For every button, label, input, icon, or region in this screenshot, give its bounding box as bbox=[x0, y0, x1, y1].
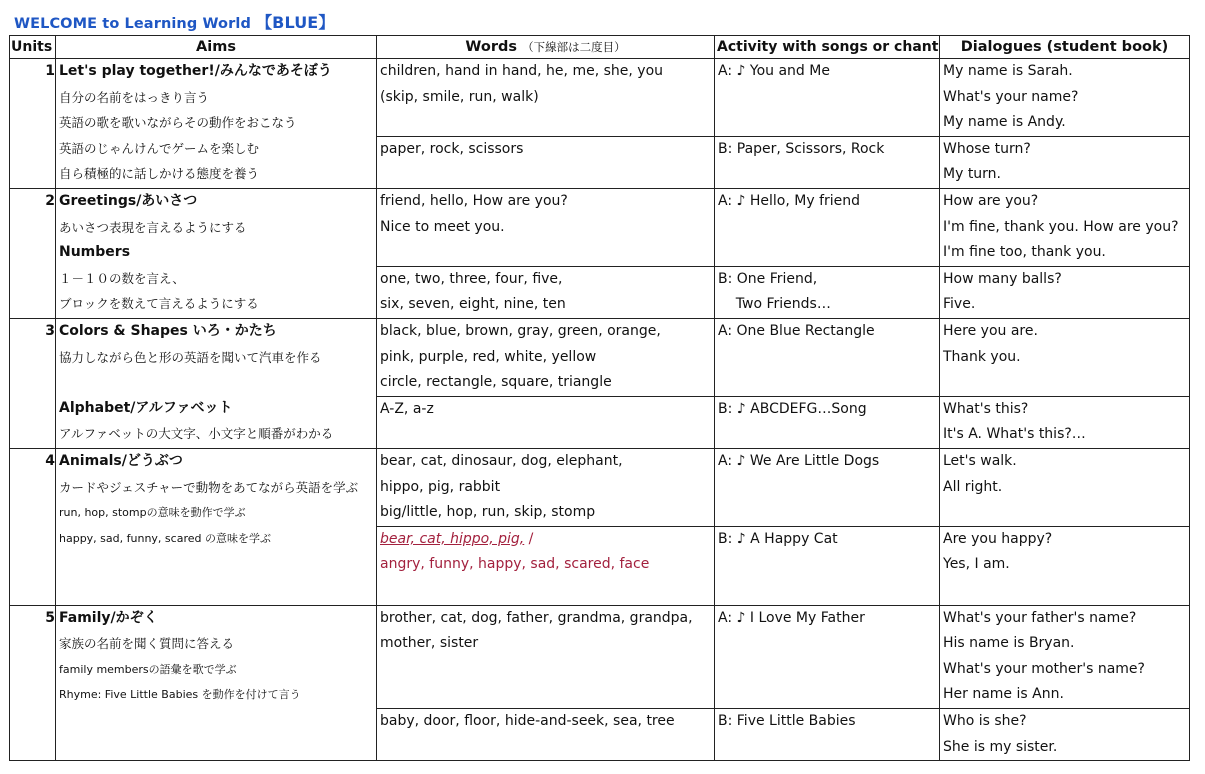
aim-line: １－１０の数を言え、 bbox=[59, 270, 185, 286]
words-line: friend, hello, How are you? bbox=[380, 192, 568, 209]
aim-line: カードやジェスチャーで動物をあてながら英語を学ぶ bbox=[59, 479, 359, 495]
words-line: bear, cat, dinosaur, dog, elephant, bbox=[380, 452, 623, 469]
unit-row-a bbox=[10, 605, 1190, 708]
activity-cell bbox=[715, 396, 940, 448]
words-cell bbox=[377, 318, 715, 396]
aims-cell bbox=[56, 605, 377, 761]
words-line: brother, cat, dog, father, grandma, grandpa, bbox=[380, 609, 693, 626]
aim-line: 英語の歌を歌いながらその動作をおこなう bbox=[59, 115, 297, 131]
aim-line: family membersの語彙を歌で学ぶ bbox=[59, 662, 237, 676]
words-cell bbox=[377, 266, 715, 318]
header-words bbox=[377, 36, 715, 59]
dialogue-line: All right. bbox=[943, 478, 1003, 495]
aim-heading: Animals/どうぶつ bbox=[59, 452, 183, 469]
unit-row-a bbox=[10, 188, 1190, 266]
words-cell bbox=[377, 396, 715, 448]
activity-cell bbox=[715, 318, 940, 396]
dialogue-line: She is my sister. bbox=[943, 738, 1058, 755]
words-line: A-Z, a-z bbox=[380, 400, 434, 417]
words-line: one, two, three, four, five, bbox=[380, 270, 563, 287]
aim-heading: Alphabet/アルファベット bbox=[59, 399, 233, 416]
activity-cell bbox=[715, 526, 940, 605]
dialogue-line: It's A. What's this?… bbox=[943, 426, 1086, 443]
dialogue-line: Thank you. bbox=[943, 348, 1021, 365]
review-words: bear, cat, hippo, pig, bbox=[380, 530, 525, 547]
words-cell bbox=[377, 526, 715, 605]
activity-line: B: ♪ ABCDEFG…Song bbox=[718, 400, 867, 417]
header-dialogues: Dialogues (student book) bbox=[940, 36, 1190, 59]
activity-cell bbox=[715, 709, 940, 761]
words-line: mother, sister bbox=[380, 635, 479, 652]
dialogue-line: What's your name? bbox=[943, 88, 1079, 105]
dialogue-line: Who is she? bbox=[943, 713, 1027, 730]
activity-line: Two Friends… bbox=[718, 296, 831, 313]
aim-heading: Family/かぞく bbox=[59, 609, 158, 626]
title-edition: 【BLUE】 bbox=[256, 13, 335, 32]
words-line: angry, funny, happy, sad, scared, face bbox=[380, 556, 650, 573]
activity-line: A: ♪ We Are Little Dogs bbox=[718, 452, 880, 469]
words-line bbox=[377, 682, 714, 708]
dialogue-cell bbox=[940, 396, 1190, 448]
words-line: pink, purple, red, white, yellow bbox=[380, 348, 597, 365]
aim-heading: Colors & Shapes いろ・かたち bbox=[59, 322, 277, 339]
header-row bbox=[10, 36, 1190, 59]
activity-line: B: ♪ A Happy Cat bbox=[718, 530, 838, 547]
activity-cell bbox=[715, 605, 940, 708]
aims-cell bbox=[56, 59, 377, 189]
activity-cell bbox=[715, 136, 940, 188]
words-line: children, hand in hand, he, me, she, you bbox=[380, 63, 664, 79]
words-line: black, blue, brown, gray, green, orange, bbox=[380, 322, 661, 339]
dialogue-line bbox=[940, 370, 1189, 396]
activity-line: B: One Friend, bbox=[718, 270, 818, 287]
review-slash: / bbox=[524, 530, 534, 547]
unit-number: 5 bbox=[10, 605, 56, 761]
words-cell bbox=[377, 448, 715, 526]
aim-heading: Numbers bbox=[59, 244, 131, 261]
words-line bbox=[377, 240, 714, 266]
dialogue-cell bbox=[940, 266, 1190, 318]
dialogue-line: Are you happy? bbox=[943, 530, 1053, 547]
words-cell bbox=[377, 136, 715, 188]
title-main: WELCOME to Learning World bbox=[14, 16, 251, 32]
unit-number: 3 bbox=[10, 318, 56, 448]
dialogue-cell bbox=[940, 448, 1190, 526]
dialogue-line: My name is Sarah. bbox=[943, 63, 1073, 79]
words-line: six, seven, eight, nine, ten bbox=[380, 296, 566, 313]
header-words-note: （下線部は二度目） bbox=[522, 40, 626, 54]
words-line: big/little, hop, run, skip, stomp bbox=[380, 504, 596, 521]
activity-cell bbox=[715, 59, 940, 137]
dialogue-line: I'm fine, thank you. How are you? bbox=[943, 218, 1179, 235]
words-line: hippo, pig, rabbit bbox=[380, 478, 501, 495]
header-units: Units bbox=[10, 36, 56, 59]
activity-line: A: ♪ I Love My Father bbox=[718, 609, 865, 626]
unit-row-a bbox=[10, 318, 1190, 396]
dialogue-line: My name is Andy. bbox=[943, 114, 1066, 131]
activity-line: A: One Blue Rectangle bbox=[718, 322, 875, 339]
dialogue-cell bbox=[940, 136, 1190, 188]
dialogue-line: Whose turn? bbox=[943, 140, 1031, 157]
document-title bbox=[14, 10, 334, 33]
activity-cell bbox=[715, 448, 940, 526]
aims-cell bbox=[56, 188, 377, 318]
words-cell bbox=[377, 59, 715, 137]
aim-line: 家族の名前を聞く質問に答える bbox=[59, 636, 235, 652]
aim-line: Rhyme: Five Little Babies を動作を付けて言う bbox=[59, 688, 301, 702]
unit-number: 1 bbox=[10, 59, 56, 189]
aims-cell bbox=[56, 448, 377, 605]
dialogue-line: What's your mother's name? bbox=[943, 660, 1145, 677]
aim-line: 英語のじゃんけんでゲームを楽しむ bbox=[59, 140, 260, 156]
words-cell bbox=[377, 188, 715, 266]
aim-line: ブロックを数えて言えるようにする bbox=[59, 296, 259, 312]
activity-cell bbox=[715, 188, 940, 266]
dialogue-line bbox=[940, 500, 1189, 526]
dialogue-line: How many balls? bbox=[943, 270, 1062, 287]
aim-heading: Let's play together!/みんなであそぼう bbox=[59, 63, 332, 79]
aim-line: 自ら積極的に話しかける態度を養う bbox=[59, 166, 260, 182]
dialogue-line: Her name is Ann. bbox=[943, 686, 1064, 703]
activity-line: A: ♪ Hello, My friend bbox=[718, 192, 861, 209]
header-words-label: Words bbox=[465, 39, 518, 55]
unit-row-a bbox=[10, 448, 1190, 526]
dialogue-cell bbox=[940, 605, 1190, 708]
words-line bbox=[377, 657, 714, 683]
activity-line: B: Paper, Scissors, Rock bbox=[718, 140, 885, 157]
words-line-review bbox=[377, 527, 714, 553]
dialogue-line: My turn. bbox=[943, 166, 1002, 183]
header-aims: Aims bbox=[56, 36, 377, 59]
aims-cell bbox=[56, 318, 377, 448]
words-line: Nice to meet you. bbox=[380, 218, 505, 235]
dialogue-line: I'm fine too, thank you. bbox=[943, 244, 1106, 261]
activity-line: B: Five Little Babies bbox=[718, 713, 856, 730]
dialogue-line: Here you are. bbox=[943, 322, 1038, 339]
dialogue-cell bbox=[940, 526, 1190, 605]
aim-line: あいさつ表現を言えるようにする bbox=[59, 219, 247, 235]
dialogue-line: His name is Bryan. bbox=[943, 635, 1075, 652]
unit-number: 4 bbox=[10, 448, 56, 605]
dialogue-line: What's your father's name? bbox=[943, 609, 1137, 626]
unit-row-a bbox=[10, 59, 1190, 137]
aim-line: アルファベットの大文字、小文字と順番がわかる bbox=[59, 426, 334, 442]
dialogue-cell bbox=[940, 318, 1190, 396]
activity-cell bbox=[715, 266, 940, 318]
dialogue-line: Let's walk. bbox=[943, 452, 1017, 469]
dialogue-cell bbox=[940, 188, 1190, 266]
words-line bbox=[377, 162, 714, 188]
words-line: paper, rock, scissors bbox=[380, 140, 524, 157]
header-activity: Activity with songs or chant bbox=[715, 36, 940, 59]
aim-line: 協力しながら色と形の英語を聞いて汽車を作る bbox=[59, 349, 322, 365]
dialogue-line: Yes, I am. bbox=[943, 556, 1010, 573]
aim-line bbox=[56, 370, 376, 396]
words-line: baby, door, floor, hide-and-seek, sea, tree bbox=[380, 713, 675, 730]
curriculum-table bbox=[9, 35, 1190, 761]
dialogue-line: What's this? bbox=[943, 400, 1029, 417]
words-line bbox=[377, 422, 714, 448]
aim-line: happy, sad, funny, scared の意味を学ぶ bbox=[59, 531, 271, 545]
words-cell bbox=[377, 709, 715, 761]
dialogue-line: Five. bbox=[943, 296, 976, 313]
unit-number: 2 bbox=[10, 188, 56, 318]
words-cell bbox=[377, 605, 715, 708]
aim-line: run, hop, stompの意味を動作で学ぶ bbox=[59, 506, 246, 520]
aim-heading: Greetings/あいさつ bbox=[59, 192, 198, 209]
dialogue-line: How are you? bbox=[943, 192, 1039, 209]
words-line: (skip, smile, run, walk) bbox=[380, 88, 539, 105]
dialogue-cell bbox=[940, 709, 1190, 761]
activity-line: A: ♪ You and Me bbox=[718, 63, 830, 79]
words-line bbox=[377, 110, 714, 136]
dialogue-cell bbox=[940, 59, 1190, 137]
words-line bbox=[377, 735, 714, 761]
words-line: circle, rectangle, square, triangle bbox=[380, 374, 612, 391]
aim-line: 自分の名前をはっきり言う bbox=[59, 89, 210, 105]
